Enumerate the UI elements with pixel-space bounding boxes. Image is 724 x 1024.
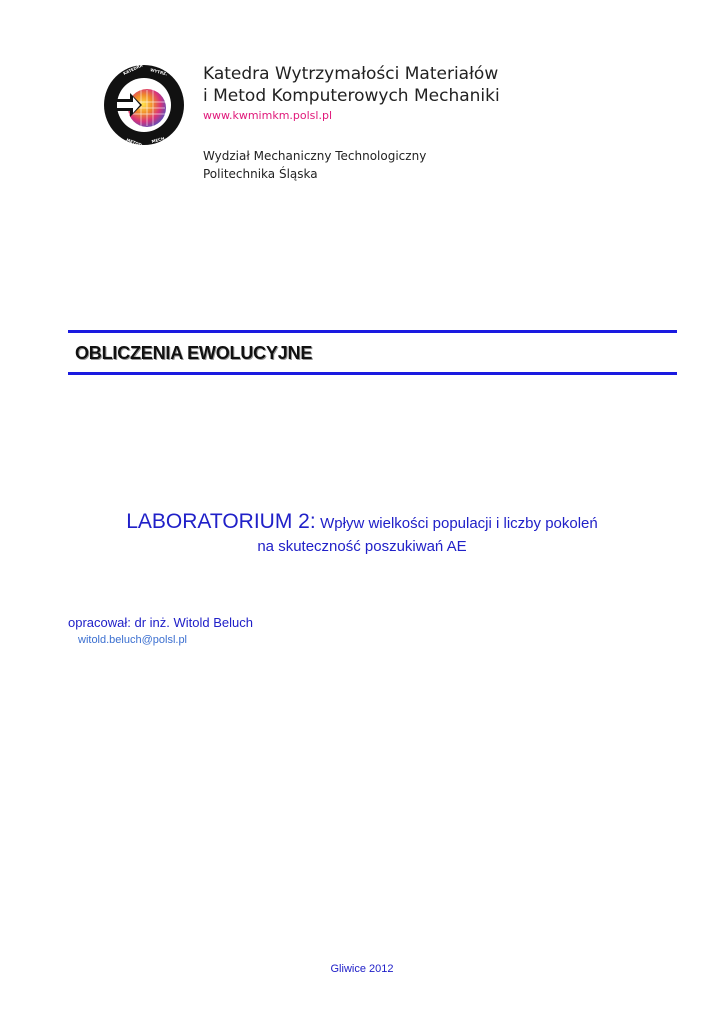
- author-line: [68, 615, 253, 630]
- lab-subtitle-line1: Wpływ wielkości populacji i liczby pokoleń: [320, 515, 598, 532]
- lab-subtitle-line2: na skuteczność poszukiwań AE: [257, 538, 467, 555]
- faculty-info: [203, 147, 426, 183]
- title-top-divider: [68, 330, 677, 333]
- department-url-link[interactable]: www.kwmimkm.polsl.pl: [203, 109, 333, 122]
- author-name: dr inż. Witold Beluch: [134, 615, 253, 630]
- footer-place-year: Gliwice 2012: [330, 963, 394, 975]
- svg-text:METOD: METOD: [125, 137, 143, 147]
- university-name: Politechnika Śląska: [203, 167, 318, 181]
- svg-text:WYTRZ.: WYTRZ.: [149, 67, 168, 77]
- department-logo-icon: [102, 63, 186, 147]
- department-name-line1: Katedra Wytrzymałości Materiałów: [203, 64, 499, 84]
- faculty-name: Wydział Mechaniczny Technologiczny: [203, 149, 427, 163]
- svg-text:MECH.: MECH.: [150, 135, 167, 144]
- lab-heading: [0, 510, 724, 534]
- header-logo-block: [96, 55, 516, 200]
- title-bottom-divider: [68, 372, 677, 375]
- author-prefix: opracował:: [68, 615, 131, 630]
- lab-label: LABORATORIUM 2:: [126, 510, 316, 533]
- course-title: OBLICZENIA EWOLUCYJNE: [75, 343, 313, 363]
- svg-text:KATEDRA: KATEDRA: [122, 63, 144, 76]
- author-email-link[interactable]: witold.beluch@polsl.pl: [78, 634, 188, 646]
- department-name: [203, 63, 500, 107]
- department-name-line2: i Metod Komputerowych Mechaniki: [203, 86, 500, 106]
